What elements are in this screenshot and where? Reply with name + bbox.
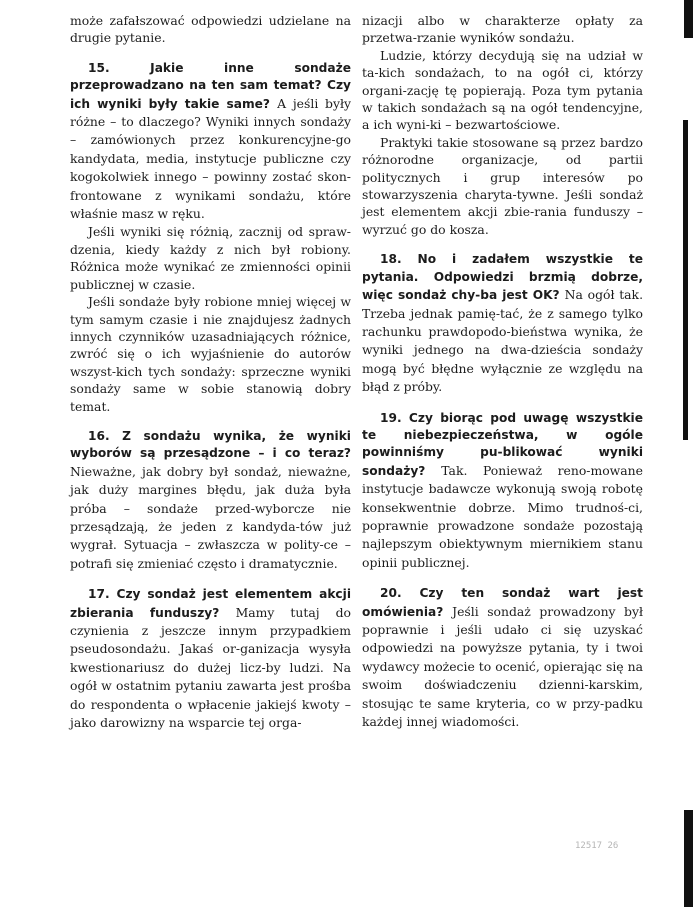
answer-text: Mamy tutaj do czynienia z jeszcze innym przypadkiem pseudosondażu. Jakaś or-ganizacja wysyła kwestionariusz do dużej licz-by ludzi. Na ogół w ostatnim pytaniu zawarta jest prośba do respondenta o wpłacenie jakiejś kwoty – jako darowizny na wsparcie tej orga- xyxy=(70,604,351,731)
question-text: Jakie inne sondaże przeprowadzano na ten sam temat? Czy ich wyniki były takie same? xyxy=(70,60,351,111)
question-number: 20. xyxy=(380,586,402,601)
question-text: Czy ten sondaż wart jest omówienia? xyxy=(362,586,643,619)
question-heading xyxy=(362,410,643,573)
paragraph: Jeśli wyniki się różnią, zacznij od spraw-dzenia, kiedy każdy z nich był robiony. Różnica może wynikać ze zmienności opinii publicznej w czasie. xyxy=(70,224,351,292)
question-heading xyxy=(70,428,351,573)
question-number: 15. xyxy=(88,60,110,75)
question-heading xyxy=(362,251,643,396)
paragraph: Ludzie, którzy decydują się na udział w ta-kich sondażach, to na ogół ci, którzy organi-zację tę popierają. Poza tym pytania w takich sondażach są na ogół tendencyjne, a ich wyni-ki – bezwartościowe. xyxy=(362,47,643,133)
paragraph: nizacji albo w charakterze opłaty za przetwa-rzanie wyników sondażu. xyxy=(362,13,643,46)
question-17 xyxy=(70,586,351,732)
answer-text: Jeśli sondaż prowadzony był poprawnie i jeśli udało ci się uzyskać odpowiedzi na powyższe pytania, ty i twoi wydawcy możecie to ocenić, opierając się na swoim doświadczeniu dzienni-karskim, stosując te same kryteria, co w przy-padku każdej innej wiadomości. xyxy=(362,603,643,730)
paragraph: Praktyki takie stosowane są przez bardzo różnorodne organizacje, od partii politycznych i grup interesów po stowarzyszenia charyta-tywne. Jeśli sondaż jest elementem akcji zbie-rania funduszy – wyrzuć go do kosza. xyxy=(362,134,643,237)
binding-edge-bottom xyxy=(684,810,693,907)
question-19 xyxy=(362,410,643,573)
question-16 xyxy=(70,428,351,573)
paragraph: może zafałszować odpowiedzi udzielane na drugie pytanie. xyxy=(70,13,351,46)
question-20 xyxy=(362,585,643,731)
question-15 xyxy=(70,60,351,415)
question-heading xyxy=(70,60,351,224)
question-text: No i zadałem wszystkie te pytania. Odpowiedzi brzmią dobrze, więc sondaż chy-ba jest OK? xyxy=(362,252,644,303)
question-number: 17. xyxy=(88,587,110,602)
binding-edge-top xyxy=(684,0,693,38)
question-number: 18. xyxy=(380,252,402,267)
answer-text: Nieważne, jak dobry był sondaż, nieważne, jak duży margines błędu, jak duża była próba – sondaże przed-wyborcze nie przesądzają, że jeden z kandyda-tów już wygrał. Sytuacja – zwłaszcza w polity-ce – potrafi się zmieniać często i dramatycznie. xyxy=(70,463,351,571)
question-heading xyxy=(70,586,351,732)
answer-text: A jeśli były różne – to dlaczego? Wyniki innych sondaży – zamówionych przez konkurencyjne-go kandydata, media, instytucje publiczne czy kogokolwiek innego – powinny zostać skon-frontowane z wynikami sondażu, które właśnie masz w ręku. xyxy=(70,95,352,222)
question-18 xyxy=(362,251,643,396)
question-text: Czy sondaż jest elementem akcji zbierania funduszy? xyxy=(70,587,351,620)
question-heading xyxy=(362,585,643,731)
answer-text: Na ogół tak. Trzeba jednak pamię-tać, że z samego tylko rachunku prawdopodo-bieństwa wynika, że wyniki jednego na dwa-dzieścia sondaży mogą być błędne wyłącznie ze względu na błąd z próby. xyxy=(362,287,644,395)
question-number: 19. xyxy=(380,410,402,425)
answer-text: Tak. Ponieważ reno-mowane instytucje badawcze wykonują swoją robotę konsekwentnie dobrze. Mimo trudnoś-ci, poprawnie prowadzone sondaże pozostają najlepszym obiektywnym miernikiem stanu opinii publicznej. xyxy=(362,462,643,570)
continued-text xyxy=(362,12,643,238)
question-text: Z sondażu wynika, że wyniki wyborów są przesądzone – i co teraz? xyxy=(70,428,351,461)
paragraph: Jeśli sondaże były robione mniej więcej w tym samym czasie i nie znajdujesz żadnych innych czynników uzasadniających różnice, zwróć się o ich wyjaśnienie do autorów wszyst-kich tych sondaży: sprzeczne wyniki sondaży same w sobie stanowią dobry temat. xyxy=(70,294,351,414)
question-number: 16. xyxy=(88,428,110,443)
left-column xyxy=(70,12,351,745)
right-column xyxy=(362,12,643,744)
binding-edge-side xyxy=(683,120,688,440)
question-text: Czy biorąc pod uwagę wszystkie te niebezpieczeństwa, w ogóle powinniśmy pu-blikować wyniki sondaży? xyxy=(362,410,643,478)
scan-mark: 12517 26 xyxy=(575,841,619,851)
continued-text xyxy=(70,12,351,47)
